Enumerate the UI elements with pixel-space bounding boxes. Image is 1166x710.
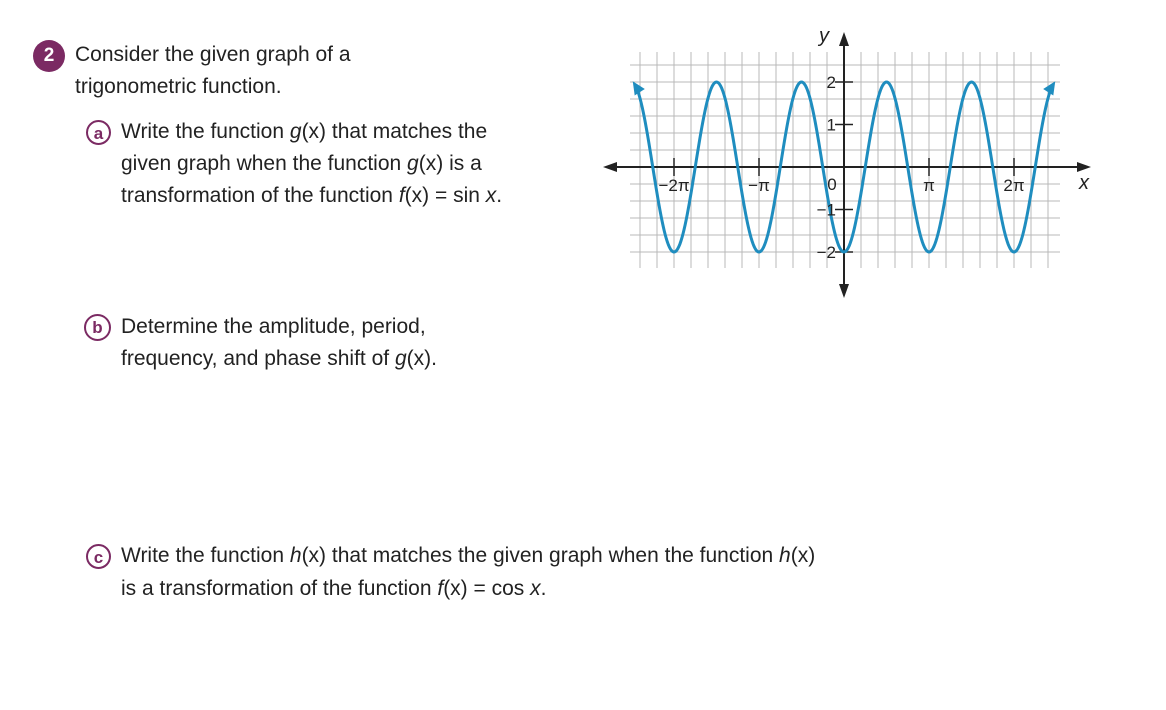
x-axis-arrow-right [1077,162,1091,172]
sine-graph [597,22,1097,302]
function-arg: (x) [301,544,327,567]
function-arg: (x) [418,152,444,175]
x-tick-label: −π [748,176,770,195]
variable: x [530,577,541,600]
text: . [431,347,437,370]
part-c-line2 [121,573,546,605]
variable: x [485,184,497,207]
problem-number-badge: 2 [33,40,65,72]
y-tick-label: −2 [816,243,836,262]
text: that matches the [326,120,488,143]
function-name: g [407,152,419,175]
text: = sin [429,184,486,207]
function-name: g [289,120,302,143]
function-name: h [779,544,791,567]
text: . [496,184,503,207]
text: transformation of the function [121,184,399,207]
function-arg: (x) [404,184,430,207]
text: is a transformation of the function [121,577,438,600]
y-tick-label: −1 [816,200,836,220]
part-b-badge: b [84,314,111,341]
function-arg: (x) [301,120,327,143]
function-arg: (x) [790,544,816,567]
x-tick-label: −2π [658,176,690,195]
text: is a [443,152,482,175]
text: . [540,577,547,600]
function-name: f [437,577,444,600]
text: that matches the given graph when the function [326,544,780,567]
y-axis-label: y [819,25,829,47]
part-a-badge: a [86,120,111,145]
x-tick-label: π [923,176,935,195]
function-arg: (x) [443,577,468,600]
x-axis-arrow-left [603,162,617,172]
y-tick-label: 1 [826,115,836,135]
y-axis-arrow-up [839,32,849,46]
part-a-line2 [121,148,482,180]
graph-axes [603,32,1091,298]
y-axis-arrow-down [839,284,849,298]
y-tick-label: 2 [826,73,836,92]
text: Write the function [121,120,290,143]
part-a-line1 [121,116,487,148]
x-tick-label: 2π [1003,176,1025,195]
text: given graph when the function [121,152,408,175]
x-axis-label: x [1079,172,1089,194]
part-b-line1: Determine the amplitude, period, [121,315,426,338]
function-name: g [394,347,407,370]
origin-label: 0 [827,175,837,194]
function-name: f [398,184,405,207]
part-c-line1 [121,540,815,572]
text: Write the function [121,544,290,567]
part-b-line2 [121,343,437,375]
text: = cos [467,577,531,600]
problem-intro-line2: trigonometric function. [75,75,282,98]
problem-intro-line1: Consider the given graph of a [75,43,351,66]
function-arg: (x) [406,347,432,370]
part-c-badge: c [86,544,111,569]
function-name: h [289,544,302,567]
part-a-line3 [121,180,502,212]
text: frequency, and phase shift of [121,347,395,370]
